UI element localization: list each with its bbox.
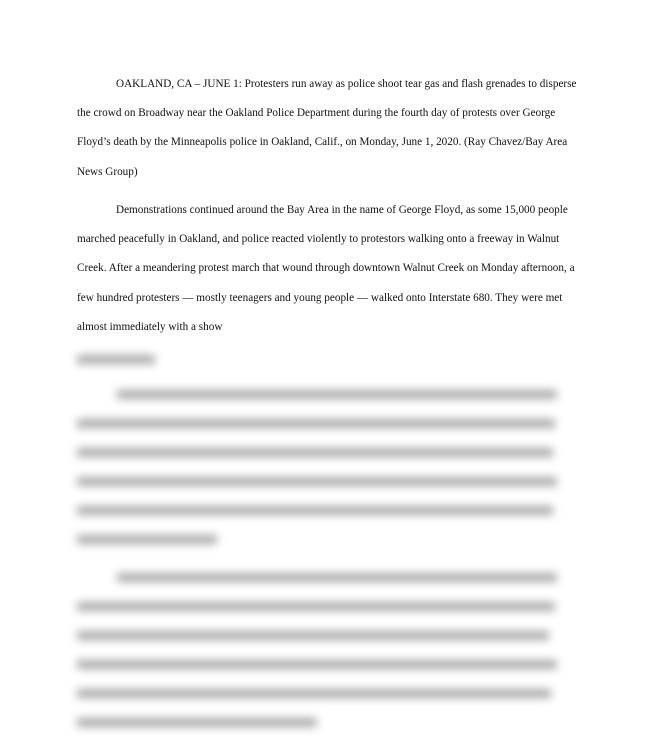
blurred-line [77, 535, 217, 544]
blurred-line [77, 602, 555, 611]
blurred-line [77, 718, 317, 727]
blurred-line [77, 506, 553, 515]
blurred-line [77, 660, 557, 669]
blurred-line [77, 448, 553, 457]
blurred-line [77, 419, 555, 428]
body-paragraph: Demonstrations continued around the Bay Area in the name of George Floyd, as some 15,000 people marched peacefully in Oakland, and police reacted violently to protestors walking onto a freeway in Walnut Creek. After a meandering protest march that wound through downtown Walnut Creek on Monday afternoon, a few hundred protesters — mostly teenagers and young people — walked onto Interstate 680. They were met almost immediately with a show [77, 204, 575, 333]
blurred-text-region [77, 340, 577, 750]
blurred-line [117, 573, 557, 582]
blurred-line [77, 689, 551, 698]
blurred-line [77, 355, 155, 364]
blurred-line [117, 390, 557, 399]
blurred-line [77, 477, 557, 486]
blurred-line [77, 631, 549, 640]
caption-paragraph: OAKLAND, CA – JUNE 1: Protesters run away as police shoot tear gas and flash grenades to disperse the crowd on Broadway near the Oakland Police Department during the fourth day of protests over George Floyd’s death by the Minneapolis police in Oakland, Calif., on Monday, June 1, 2020. (Ray Chavez/Bay Area News Group) [77, 78, 577, 178]
